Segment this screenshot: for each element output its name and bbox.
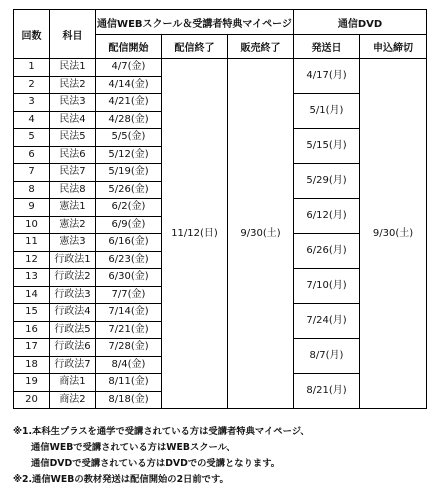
cell-subject: 民法2 [50,76,96,94]
cell-no: 5 [14,129,50,147]
cell-subject: 憲法3 [50,234,96,252]
header-end: 配信終了 [162,35,228,59]
header-sale-end: 販売終了 [228,35,294,59]
header-deadline: 申込締切 [360,35,427,59]
cell-subject: 民法4 [50,111,96,129]
cell-ship: 6/26(月) [294,234,360,269]
cell-start: 7/14(金) [96,304,162,322]
cell-ship: 5/15(月) [294,129,360,164]
cell-subject: 行政法6 [50,339,96,357]
cell-start: 4/21(金) [96,94,162,112]
cell-no: 3 [14,94,50,112]
cell-subject: 行政法2 [50,269,96,287]
cell-no: 14 [14,286,50,304]
cell-ship: 7/10(月) [294,269,360,304]
footnote-1-line-3: 通信DVDで受講されている方はDVDでの受講となります。 [31,458,281,469]
cell-ship: 4/17(月) [294,59,360,94]
cell-start: 6/2(金) [96,199,162,217]
cell-no: 19 [14,374,50,392]
header-web-group: 通信WEBスクール＆受講者特典マイページ [96,10,294,35]
cell-deadline-merged: 9/30(土) [360,59,427,409]
cell-subject: 商法2 [50,391,96,409]
header-no: 回数 [14,10,50,59]
cell-no: 1 [14,59,50,77]
cell-no: 20 [14,391,50,409]
footnote-2: ※2.通信WEBの教材発送は配信開始の2日前です。 [13,474,229,485]
cell-subject: 民法7 [50,164,96,182]
cell-no: 18 [14,356,50,374]
cell-subject: 民法6 [50,146,96,164]
footnotes [13,424,310,488]
header-dvd-group: 通信DVD [294,10,427,35]
cell-start: 8/4(金) [96,356,162,374]
cell-start: 5/19(金) [96,164,162,182]
cell-start: 7/28(金) [96,339,162,357]
cell-end-merged: 11/12(日) [162,59,228,409]
header-row-1 [14,10,427,35]
footnote-1: ※1.本科生プラスを通学で受講されている方は受講者特典マイページ、 [13,426,310,437]
cell-no: 7 [14,164,50,182]
cell-sale-end-merged: 9/30(土) [228,59,294,409]
cell-start: 5/5(金) [96,129,162,147]
table-row [14,59,427,77]
footnote-1-line-2: 通信WEBで受講されている方はWEBスクール、 [31,442,236,453]
cell-no: 8 [14,181,50,199]
cell-start: 8/11(金) [96,374,162,392]
cell-subject: 民法5 [50,129,96,147]
cell-ship: 5/1(月) [294,94,360,129]
cell-no: 13 [14,269,50,287]
cell-no: 12 [14,251,50,269]
cell-subject: 行政法3 [50,286,96,304]
cell-subject: 行政法7 [50,356,96,374]
cell-no: 2 [14,76,50,94]
cell-ship: 7/24(月) [294,304,360,339]
cell-no: 4 [14,111,50,129]
cell-subject: 民法1 [50,59,96,77]
cell-start: 7/7(金) [96,286,162,304]
cell-subject: 行政法4 [50,304,96,322]
cell-start: 5/12(金) [96,146,162,164]
cell-ship: 8/21(月) [294,374,360,409]
cell-subject: 行政法1 [50,251,96,269]
schedule-table [13,9,427,409]
cell-ship: 8/7(月) [294,339,360,374]
cell-no: 6 [14,146,50,164]
cell-start: 4/14(金) [96,76,162,94]
cell-subject: 民法3 [50,94,96,112]
cell-subject: 民法8 [50,181,96,199]
header-ship: 発送日 [294,35,360,59]
cell-start: 4/7(金) [96,59,162,77]
cell-start: 6/30(金) [96,269,162,287]
cell-no: 15 [14,304,50,322]
cell-subject: 憲法1 [50,199,96,217]
cell-no: 11 [14,234,50,252]
cell-subject: 行政法5 [50,321,96,339]
header-subject: 科目 [50,10,96,59]
cell-start: 6/16(金) [96,234,162,252]
header-start: 配信開始 [96,35,162,59]
cell-subject: 商法1 [50,374,96,392]
cell-start: 7/21(金) [96,321,162,339]
cell-start: 6/23(金) [96,251,162,269]
cell-no: 16 [14,321,50,339]
cell-start: 8/18(金) [96,391,162,409]
cell-start: 5/26(金) [96,181,162,199]
cell-start: 4/28(金) [96,111,162,129]
cell-ship: 6/12(月) [294,199,360,234]
cell-no: 17 [14,339,50,357]
cell-subject: 憲法2 [50,216,96,234]
cell-start: 6/9(金) [96,216,162,234]
cell-ship: 5/29(月) [294,164,360,199]
cell-no: 9 [14,199,50,217]
cell-no: 10 [14,216,50,234]
